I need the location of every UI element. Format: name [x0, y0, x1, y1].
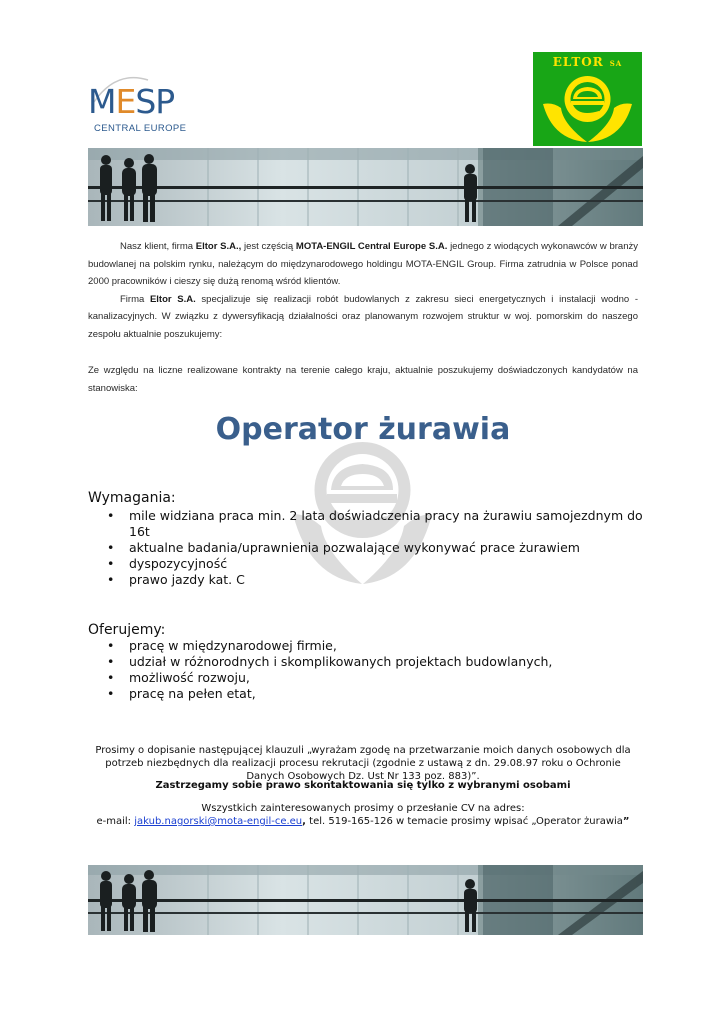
eltor-logo — [533, 52, 642, 146]
intro-text: Firma — [120, 293, 150, 305]
mesp-letter-m: M — [88, 82, 116, 121]
bottom-photo-banner — [88, 865, 643, 935]
list-item: • pracę na pełen etat, — [88, 686, 648, 702]
job-title: Operator żurawia — [215, 412, 511, 447]
list-item: • udział w różnorodnych i skomplikowanych projektach budowlanych, — [88, 654, 648, 670]
company-name: Eltor S.A., — [195, 241, 242, 252]
mesp-subtitle: CENTRAL EUROPE — [94, 123, 187, 134]
mesp-letters-sp: SP — [135, 82, 175, 121]
office-people-photo — [88, 865, 643, 935]
comma: , — [302, 816, 306, 827]
contact-reservation: Zastrzegamy sobie prawo skontaktowania się tylko z wybranymi osobami — [155, 780, 571, 791]
group-name: MOTA-ENGIL Central Europe S.A. — [295, 241, 448, 252]
intro-text: jednego z wiodących wykonawców w branży budowlanej na polskim rynku, należącym do międzynarodowego holdingu MOTA-ENGIL Group. Firma zatrudnia w Polsce ponad 2000 pracowników i cieszy się dużą renomą wśród klientów. — [88, 241, 638, 287]
top-photo-banner — [88, 148, 643, 226]
intro-paragraph-positions: Ze względu na liczne realizowane kontrakty na terenie całego kraju, aktualnie poszukujemy doświadczonych kandydatów na stanowiska: — [88, 365, 638, 394]
mesp-wordmark — [88, 84, 174, 120]
company-name: Eltor S.A. — [149, 293, 196, 305]
cv-invitation: Wszystkich zainteresowanych prosimy o przesłanie CV na adres: — [201, 803, 525, 814]
list-item: • aktualne badania/uprawnienia pozwalające wykonywać prace żurawiem — [88, 540, 648, 556]
intro-text: specjalizuje się realizacji robót budowlanych z zakresu sieci energetycznych i instalacji wodno - kanalizacyjnych. W związku z dywersyfikacją działalności oraz planowanym rozwojem struktur w woj. pomorskim do naszego zespołu aktualnie poszukujemy: — [88, 293, 639, 340]
office-people-photo — [88, 148, 643, 226]
data-consent-clause: Prosimy o dopisanie następującej klauzuli „wyrażam zgodę na przetwarzanie moich danych osobowych dla potrzeb niezbędnych dla realizacji procesu rekrutacji (zgodnie z ustawą z dn. 29.08.97 roku o Ochronie Danych Osobowych Dz. Ust Nr 133 poz. 883)”. — [95, 745, 631, 782]
list-item: • dyspozycyjność — [88, 556, 648, 572]
eltor-name — [533, 55, 642, 69]
offer-title: Oferujemy: — [88, 622, 166, 638]
eltor-name-text: ELTOR — [552, 55, 604, 69]
intro-text: Nasz klient, firma — [120, 241, 196, 252]
requirements-list — [88, 508, 648, 588]
email-link[interactable]: jakub.nagorski@mota-engil-ce.eu — [134, 816, 303, 827]
contact-line — [88, 815, 638, 828]
eltor-e-leaf-icon — [533, 68, 642, 146]
offer-list — [88, 638, 648, 702]
intro-text: jest częścią — [241, 241, 296, 252]
phone-and-subject: tel. 519-165-126 w temacie prosimy wpisać „Operator żurawia — [305, 816, 623, 827]
list-item: • możliwość rozwoju, — [88, 670, 648, 686]
mesp-letter-e: E — [115, 82, 136, 121]
intro-paragraphs — [88, 238, 638, 343]
closing-quote: ” — [622, 816, 630, 827]
list-item: • pracę w międzynarodowej firmie, — [88, 638, 648, 654]
list-item: • prawo jazdy kat. C — [88, 572, 648, 588]
list-item: • mile widziana praca min. 2 lata doświadczenia pracy na żurawiu samojezdnym do 16t — [88, 508, 648, 540]
email-prefix: e-mail: — [96, 816, 135, 827]
mesp-logo — [86, 72, 190, 138]
eltor-suffix: SA — [609, 59, 623, 68]
requirements-title: Wymagania: — [88, 490, 176, 506]
